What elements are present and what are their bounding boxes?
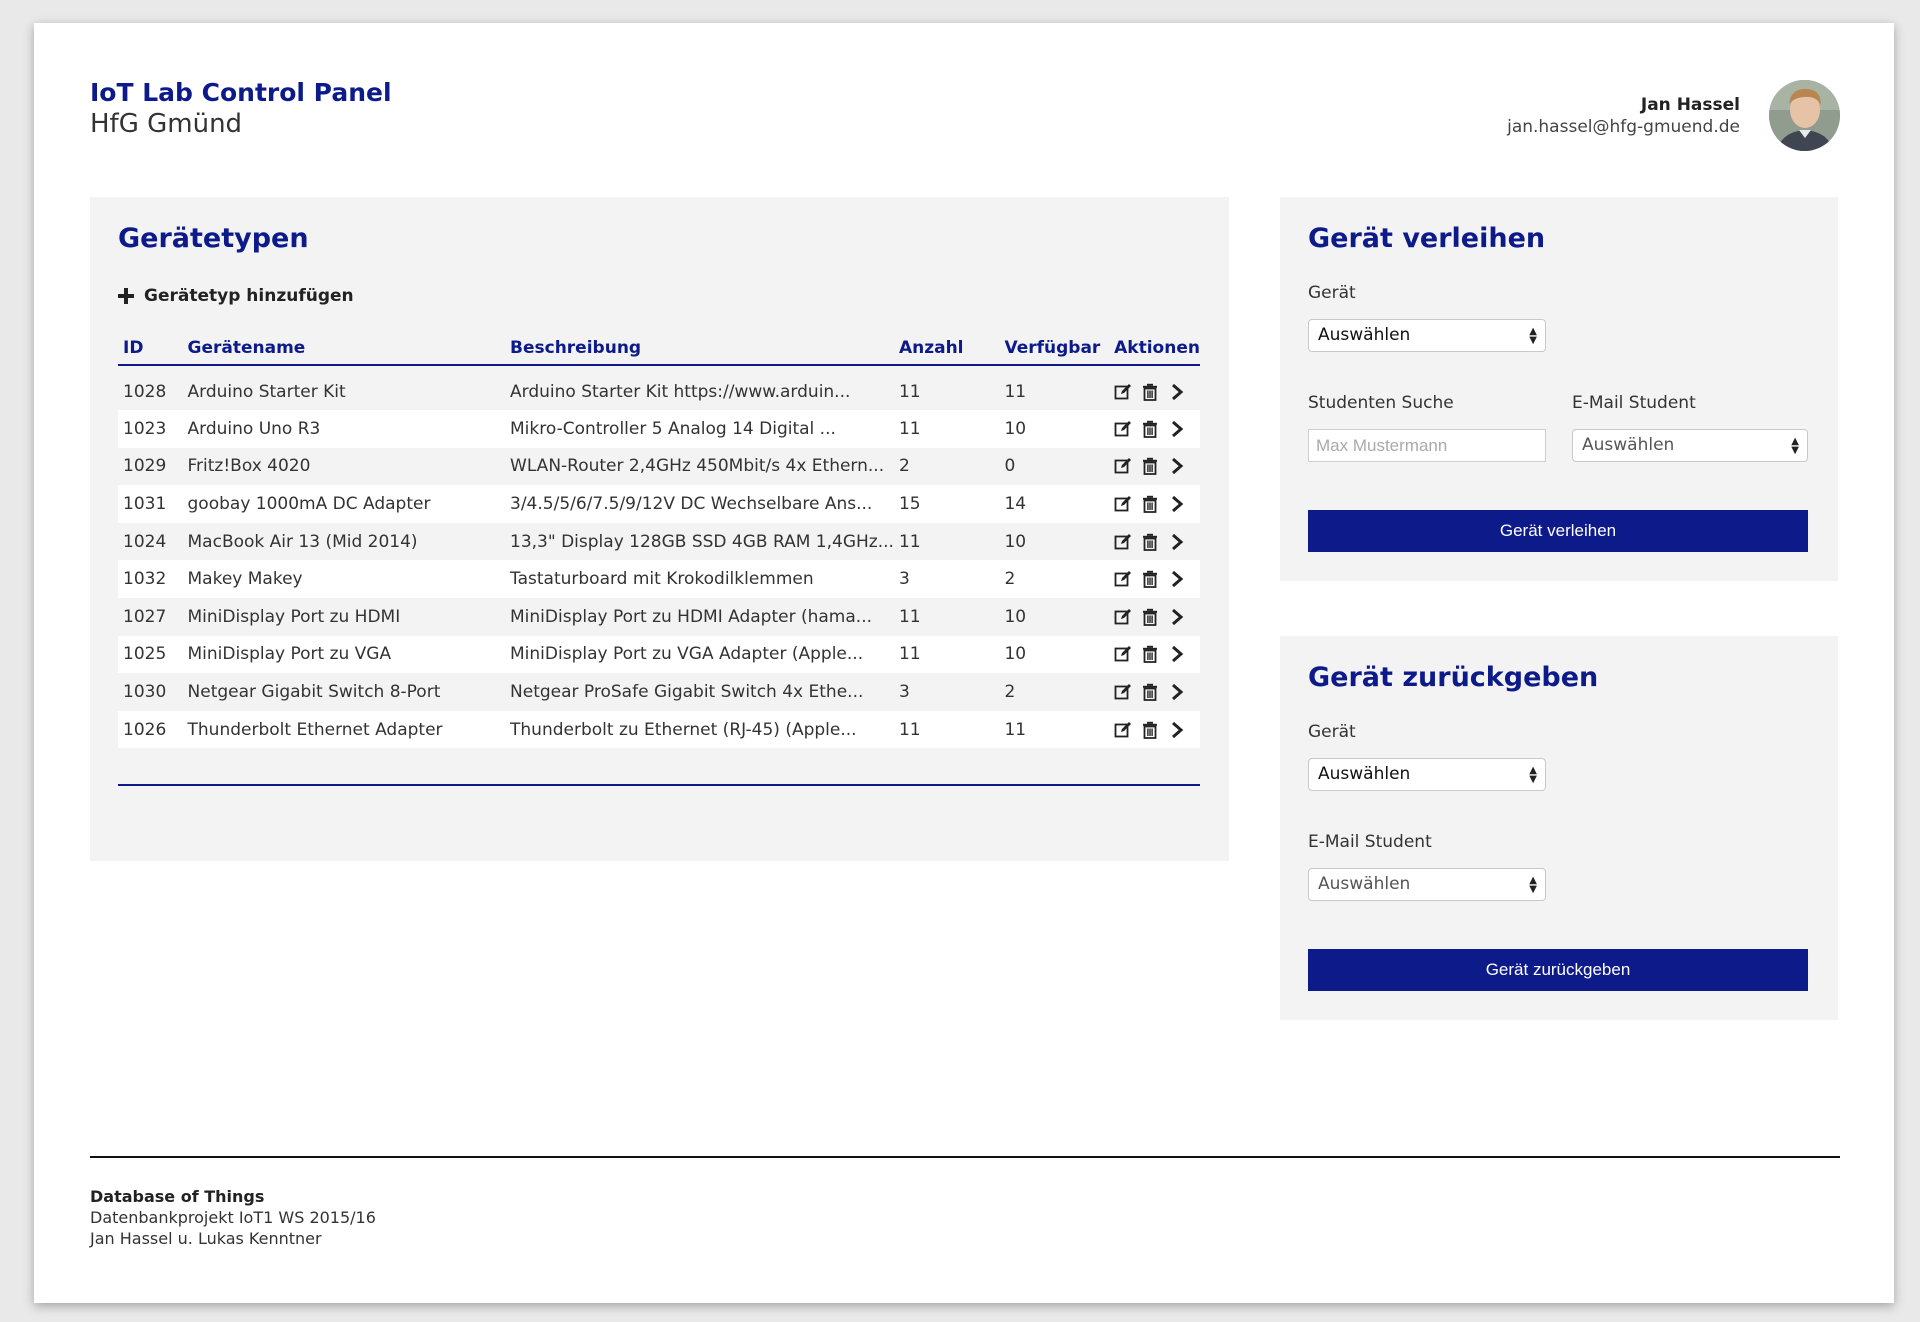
footer-title: Database of Things [90,1187,265,1206]
chevron-right-icon[interactable] [1168,608,1186,626]
cell-available: 10 [999,598,1109,636]
cell-name: Netgear Gigabit Switch 8-Port [183,673,506,711]
lend-device-label: Gerät [1308,283,1356,303]
avatar-image [1769,80,1840,151]
chevron-right-icon[interactable] [1168,721,1186,739]
cell-actions [1109,365,1200,410]
row-actions [1114,608,1200,626]
cell-id: 1027 [118,598,183,636]
cell-actions [1109,448,1200,486]
table-header-row [118,331,1200,365]
return-email-select[interactable] [1308,868,1546,901]
cell-id: 1030 [118,673,183,711]
cell-description: Thunderbolt zu Ethernet (RJ-45) (Apple... [505,711,894,749]
device-types-panel [90,197,1229,861]
row-actions [1114,570,1200,588]
cell-id: 1024 [118,523,183,561]
footer-rule [90,1156,1840,1158]
chevron-right-icon[interactable] [1168,457,1186,475]
device-types-table [118,331,1200,748]
cell-description: Arduino Starter Kit https://www.arduin... [505,365,894,410]
cell-id: 1032 [118,560,183,598]
cell-actions [1109,598,1200,636]
lend-email-select[interactable] [1572,429,1808,462]
edit-icon[interactable] [1114,495,1132,513]
row-actions [1114,533,1200,551]
chevron-right-icon[interactable] [1168,683,1186,701]
edit-icon[interactable] [1114,683,1132,701]
row-actions [1114,383,1200,401]
device-types-title: Gerätetypen [118,223,309,254]
cell-id: 1031 [118,485,183,523]
cell-name: Fritz!Box 4020 [183,448,506,486]
cell-count: 2 [894,448,1000,486]
cell-name: Arduino Uno R3 [183,410,506,448]
table-row[interactable] [118,485,1200,523]
trash-icon[interactable] [1141,383,1159,401]
cell-id: 1023 [118,410,183,448]
footer-line-1: Datenbankprojekt IoT1 WS 2015/16 [90,1208,376,1227]
cell-name: Thunderbolt Ethernet Adapter [183,711,506,749]
return-device-select-value: Auswählen [1318,764,1411,784]
app-title: IoT Lab Control Panel [90,78,392,107]
cell-description: MiniDisplay Port zu VGA Adapter (Apple... [505,636,894,674]
cell-available: 2 [999,560,1109,598]
lend-email-label: E-Mail Student [1572,393,1696,413]
return-panel-title: Gerät zurückgeben [1308,662,1599,693]
cell-available: 11 [999,711,1109,749]
col-header-actions: Aktionen [1109,331,1200,365]
row-actions [1114,721,1200,739]
select-arrows-icon: ▲ ▼ [1529,326,1537,346]
lend-panel-title: Gerät verleihen [1308,223,1546,254]
col-header-count[interactable]: Anzahl [894,331,1000,365]
col-header-name[interactable]: Gerätename [183,331,506,365]
cell-id: 1025 [118,636,183,674]
table-body [118,365,1200,748]
cell-count: 11 [894,636,1000,674]
table-row[interactable] [118,410,1200,448]
edit-icon[interactable] [1114,608,1132,626]
table-row[interactable] [118,636,1200,674]
cell-actions [1109,485,1200,523]
cell-count: 11 [894,410,1000,448]
add-device-type-label: Gerätetyp hinzufügen [144,286,354,306]
edit-icon[interactable] [1114,645,1132,663]
app-subtitle: HfG Gmünd [90,109,243,139]
row-actions [1114,420,1200,438]
cell-id: 1029 [118,448,183,486]
lend-device-button[interactable]: Gerät verleihen [1308,510,1808,552]
cell-description: Netgear ProSafe Gigabit Switch 4x Ethe... [505,673,894,711]
edit-icon[interactable] [1114,383,1132,401]
trash-icon[interactable] [1141,420,1159,438]
cell-actions [1109,560,1200,598]
cell-available: 10 [999,410,1109,448]
plus-icon [118,286,134,306]
table-row[interactable] [118,711,1200,749]
cell-actions [1109,523,1200,561]
user-name: Jan Hassel [1640,95,1740,115]
cell-actions [1109,410,1200,448]
cell-description: WLAN-Router 2,4GHz 450Mbit/s 4x Ethern... [505,448,894,486]
cell-count: 11 [894,365,1000,410]
return-device-label: Gerät [1308,722,1356,742]
col-header-description[interactable]: Beschreibung [505,331,894,365]
chevron-right-icon[interactable] [1168,533,1186,551]
chevron-right-icon[interactable] [1168,495,1186,513]
edit-icon[interactable] [1114,721,1132,739]
edit-icon[interactable] [1114,420,1132,438]
cell-actions [1109,711,1200,749]
return-email-label: E-Mail Student [1308,832,1432,852]
chevron-right-icon[interactable] [1168,570,1186,588]
cell-count: 11 [894,711,1000,749]
col-header-id[interactable]: ID [118,331,183,365]
edit-icon[interactable] [1114,457,1132,475]
lend-email-select-value: Auswählen [1582,435,1675,455]
trash-icon[interactable] [1141,457,1159,475]
footer [90,1186,376,1249]
brand [90,78,392,140]
row-actions [1114,645,1200,663]
page-sheet [34,23,1894,1303]
cell-description: 13,3" Display 128GB SSD 4GB RAM 1,4GHz... [505,523,894,561]
trash-icon[interactable] [1141,533,1159,551]
cell-description: Mikro-Controller 5 Analog 14 Digital ... [505,410,894,448]
select-arrows-icon: ▲ ▼ [1529,875,1537,895]
cell-count: 11 [894,523,1000,561]
cell-name: goobay 1000mA DC Adapter [183,485,506,523]
cell-available: 10 [999,636,1109,674]
trash-icon[interactable] [1141,721,1159,739]
lend-device-panel [1280,197,1838,581]
table-row[interactable] [118,448,1200,486]
select-arrows-icon: ▲ ▼ [1791,436,1799,456]
cell-name: Arduino Starter Kit [183,365,506,410]
add-device-type-button[interactable] [118,286,354,306]
row-actions [1114,495,1200,513]
return-device-panel [1280,636,1838,1020]
cell-name: MiniDisplay Port zu VGA [183,636,506,674]
edit-icon[interactable] [1114,533,1132,551]
trash-icon[interactable] [1141,570,1159,588]
chevron-right-icon[interactable] [1168,645,1186,663]
cell-available: 0 [999,448,1109,486]
trash-icon[interactable] [1141,645,1159,663]
cell-count: 3 [894,560,1000,598]
table-row[interactable] [118,560,1200,598]
cell-count: 3 [894,673,1000,711]
footer-line-2: Jan Hassel u. Lukas Kenntner [90,1229,322,1248]
edit-icon[interactable] [1114,570,1132,588]
row-actions [1114,457,1200,475]
cell-id: 1028 [118,365,183,410]
return-device-button[interactable]: Gerät zurückgeben [1308,949,1808,991]
col-header-available[interactable]: Verfügbar [999,331,1109,365]
avatar[interactable] [1769,80,1840,151]
table-row[interactable] [118,598,1200,636]
table-row[interactable] [118,365,1200,410]
cell-description: Tastaturboard mit Krokodilklemmen [505,560,894,598]
select-arrows-icon: ▲ ▼ [1529,765,1537,785]
cell-available: 14 [999,485,1109,523]
trash-icon[interactable] [1141,495,1159,513]
chevron-right-icon[interactable] [1168,383,1186,401]
lend-device-select-value: Auswählen [1318,325,1411,345]
user-info [1507,94,1740,138]
lend-device-select[interactable] [1308,319,1546,352]
table-bottom-rule [118,784,1200,786]
table-row[interactable] [118,523,1200,561]
cell-id: 1026 [118,711,183,749]
cell-name: MiniDisplay Port zu HDMI [183,598,506,636]
cell-available: 10 [999,523,1109,561]
return-email-select-value: Auswählen [1318,874,1411,894]
row-actions [1114,683,1200,701]
chevron-right-icon[interactable] [1168,420,1186,438]
cell-available: 11 [999,365,1109,410]
cell-description: 3/4.5/5/6/7.5/9/12V DC Wechselbare Ans... [505,485,894,523]
cell-name: MacBook Air 13 (Mid 2014) [183,523,506,561]
trash-icon[interactable] [1141,608,1159,626]
cell-count: 15 [894,485,1000,523]
return-device-select[interactable] [1308,758,1546,791]
student-search-label: Studenten Suche [1308,393,1454,413]
student-search-input[interactable] [1308,429,1546,462]
cell-description: MiniDisplay Port zu HDMI Adapter (hama... [505,598,894,636]
table-row[interactable] [118,673,1200,711]
cell-available: 2 [999,673,1109,711]
cell-name: Makey Makey [183,560,506,598]
cell-actions [1109,636,1200,674]
cell-count: 11 [894,598,1000,636]
trash-icon[interactable] [1141,683,1159,701]
cell-actions [1109,673,1200,711]
user-email: jan.hassel@hfg-gmuend.de [1507,117,1740,137]
